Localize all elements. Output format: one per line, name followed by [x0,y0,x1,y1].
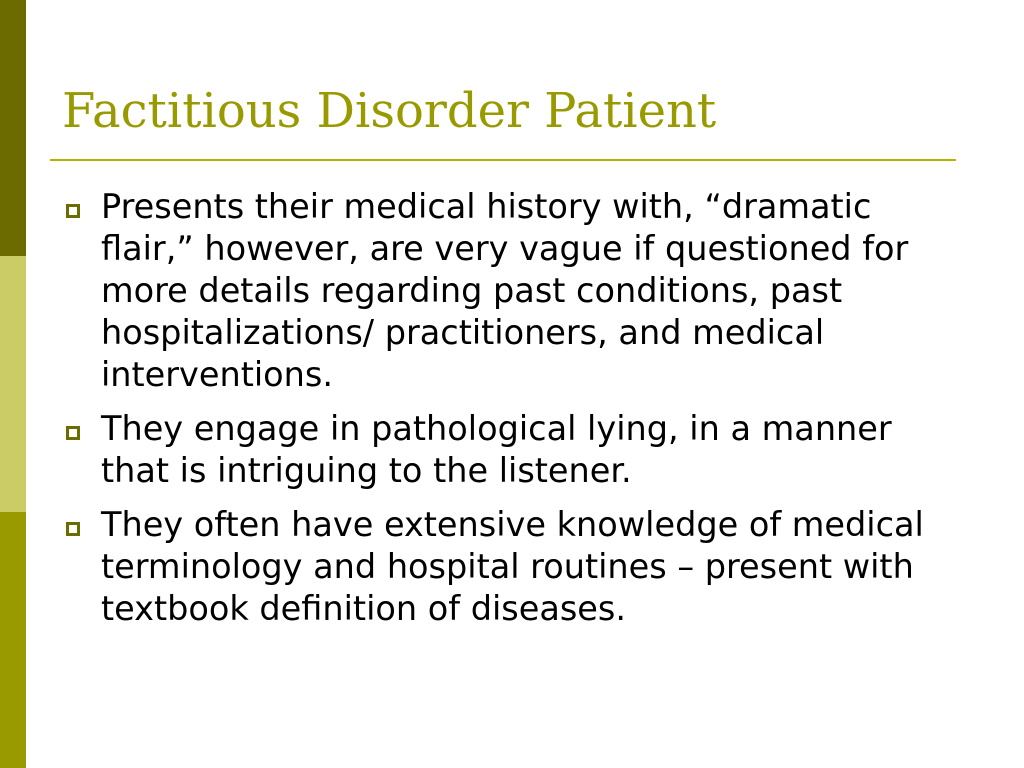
bullet-text: Presents their medical history with, “dramatic flair,” however, are very vague if questioned for more details regarding past conditions, past hospitalizations/ practitioners, and medical interventions. [101,187,909,394]
square-bullet-icon [66,522,80,536]
title-divider [50,159,956,161]
bullet-list [66,186,966,642]
side-band-bottom [0,512,26,768]
side-band-top [0,0,26,256]
square-bullet-icon [66,204,80,218]
bullet-item [66,186,966,396]
slide-title: Factitious Disorder Patient [62,83,717,139]
bullet-item [66,408,966,492]
square-bullet-icon [66,426,80,440]
bullet-text: They engage in pathological lying, in a manner that is intriguing to the listener. [101,409,892,490]
side-band-middle [0,256,26,512]
bullet-item [66,504,966,630]
bullet-text: They often have extensive knowledge of medical terminology and hospital routines – present with textbook definition of diseases. [101,505,924,628]
